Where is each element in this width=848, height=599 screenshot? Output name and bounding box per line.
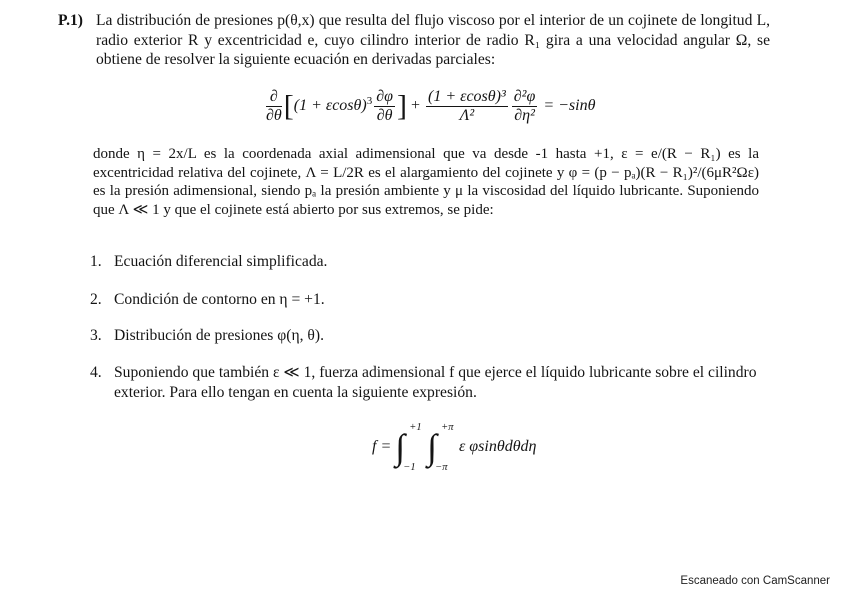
bracket-close: ] — [396, 89, 407, 123]
equation-rhs: = −sinθ — [543, 97, 596, 115]
inner-term: (1 + εcosθ) — [293, 97, 367, 115]
scanner-watermark: Escaneado con CamScanner — [680, 575, 830, 587]
force-lhs: f = — [372, 438, 392, 455]
integral-sign-outer: ∫ +1 −1 — [395, 422, 422, 473]
lower-limit-inner: −π — [435, 462, 448, 473]
list-item: 1. Ecuación diferencial simplificada. — [90, 253, 328, 270]
coef-fraction: $\frac{\text{(1 + εcosθ)³}}{\text{Λ²}}$ — [428, 88, 506, 124]
power-three: 3 — [366, 95, 373, 108]
problem-label: P.1) — [58, 12, 83, 29]
second-derivative: $\frac{\text{∂²φ}}{\text{∂η²}}$ — [513, 88, 536, 124]
integrand: ε φsinθdθdη — [459, 438, 537, 455]
bracket-open: [ — [283, 89, 294, 123]
list-item: 3. Distribución de presiones φ(η, θ). — [90, 327, 324, 344]
list-item: 2. Condición de contorno en η = +1. — [90, 291, 325, 308]
force-equation — [372, 418, 537, 473]
plus-sign: + — [410, 97, 421, 115]
derivative-operator: $\frac{\partial}{\partial\theta}$ — [266, 88, 282, 124]
lower-limit-outer: −1 — [403, 462, 416, 473]
problem-intro — [58, 11, 770, 70]
list-item: 4. Suponiendo que también ε ≪ 1, fuerza adimensional f que ejerce el líquido lubricante sobre el cilindro exterior. Para ello tengan en cuenta la siguiente expresión. — [90, 364, 757, 401]
problem-statement: La distribución de presiones p(θ,x) que resulta del flujo viscoso por el interior de un cojinete de longitud L, radio exterior R y excentricidad e, cuyo cilindro interior de radio R₁ gira a una velocidad angular Ω, se obtiene de resolver la siguiente ecuación en derivadas parciales: — [96, 12, 770, 68]
upper-limit-outer: +1 — [409, 422, 422, 433]
pde-equation — [264, 88, 595, 125]
integral-sign-inner: ∫ +π −π — [427, 422, 454, 473]
definitions-paragraph: donde η = 2x/L es la coordenada axial adimensional que va desde -1 hasta +1, ε = e/(R − R₁) es la excentricidad relativa del cojinete, Λ = L/2R es el alargamiento del cojinete y φ = (p − pₐ)(R − R₁)²/(6μR²Ωε) es la presión adimensional, siendo pₐ la presión ambiente y μ la viscosidad del líquido lubricante. Suponiendo que Λ ≪ 1 y que el cojinete está abierto por sus extremos, se pide: — [93, 146, 759, 218]
dphi-dtheta: $\frac{\partial\varphi}{\partial\theta}$ — [376, 88, 393, 124]
upper-limit-inner: +π — [441, 422, 454, 433]
